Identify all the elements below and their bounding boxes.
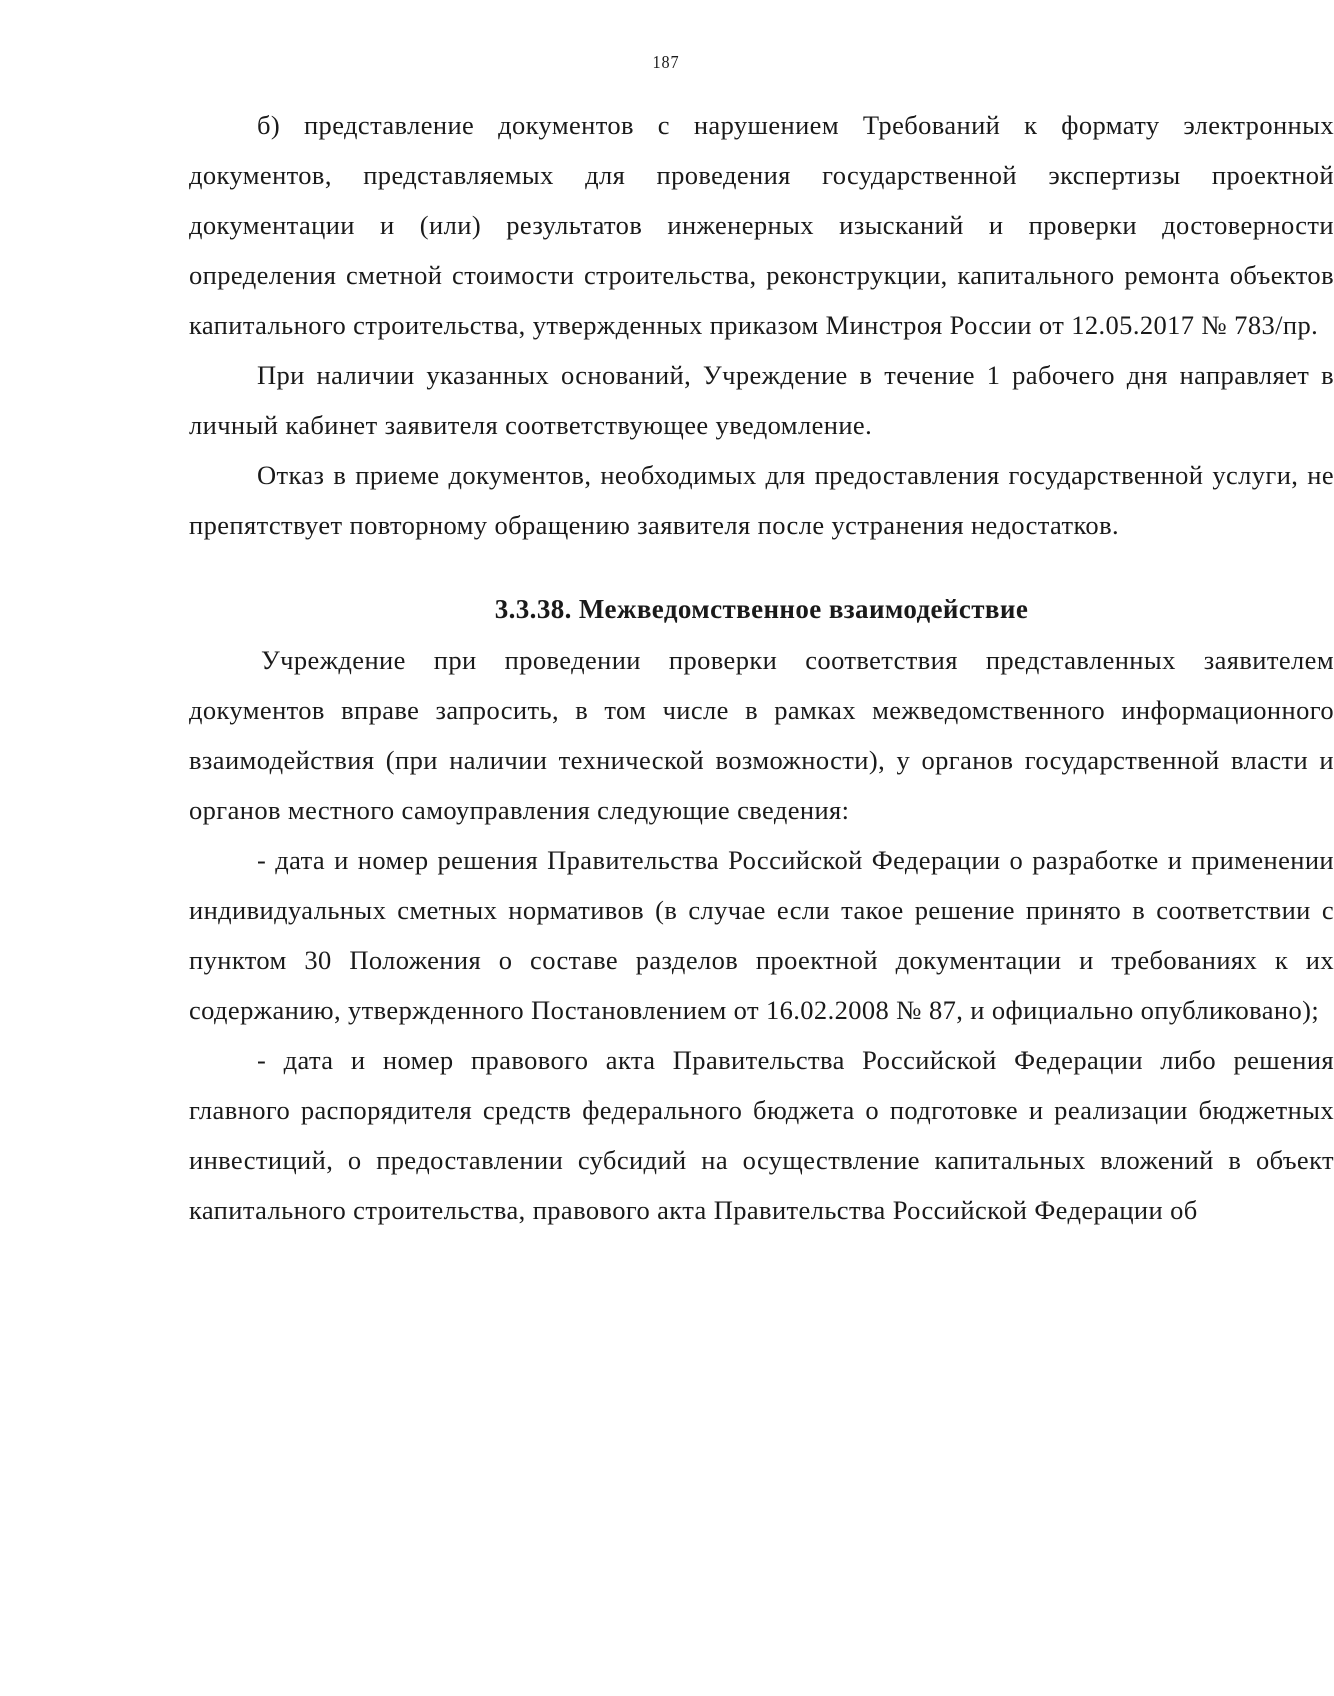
paragraph-refusal: Отказ в приеме документов, необходимых для предоставления государственной услуги, не препятствует повторному обращению заявителя после устранения недостатков. bbox=[189, 460, 1334, 540]
document-body bbox=[189, 100, 1334, 1235]
list-item: - дата и номер правового акта Правительства Российской Федерации либо решения главного распорядителя средств федерального бюджета о подготовке и реализации бюджетных инвестиций, о предоставлении субсидий на осуществление капитальных вложений в объект капитального строительства, правового акта Правительства Российской Федерации об bbox=[189, 1045, 1334, 1225]
section-intro-paragraph: Учреждение при проведении проверки соответствия представленных заявителем документов вправе запросить, в том числе в рамках межведомственного информационного взаимодействия (при наличии технической возможности), у органов государственной власти и органов местного самоуправления следующие сведения: bbox=[189, 645, 1334, 825]
paragraph-item-b: б) представление документов с нарушением Требований к формату электронных документов, представляемых для проведения государственной экспертизы проектной документации и (или) результатов инженерных изысканий и проверки достоверности определения сметной стоимости строительства, реконструкции, капитального ремонта объектов капитального строительства, утвержденных приказом Минстроя России от 12.05.2017 № 783/пр. bbox=[189, 110, 1334, 340]
section-heading: 3.3.38. Межведомственное взаимодействие bbox=[494, 594, 1029, 624]
list-item: - дата и номер решения Правительства Российской Федерации о разработке и применении индивидуальных сметных нормативов (в случае если такое решение принято в соответствии с пунктом 30 Положения о составе разделов проектной документации и требованиях к их содержанию, утвержденного Постановлением от 16.02.2008 № 87, и официально опубликовано); bbox=[189, 845, 1334, 1025]
paragraph-notification: При наличии указанных оснований, Учреждение в течение 1 рабочего дня направляет в личный кабинет заявителя соответствующее уведомление. bbox=[189, 360, 1334, 440]
page-number: 187 bbox=[652, 52, 680, 72]
